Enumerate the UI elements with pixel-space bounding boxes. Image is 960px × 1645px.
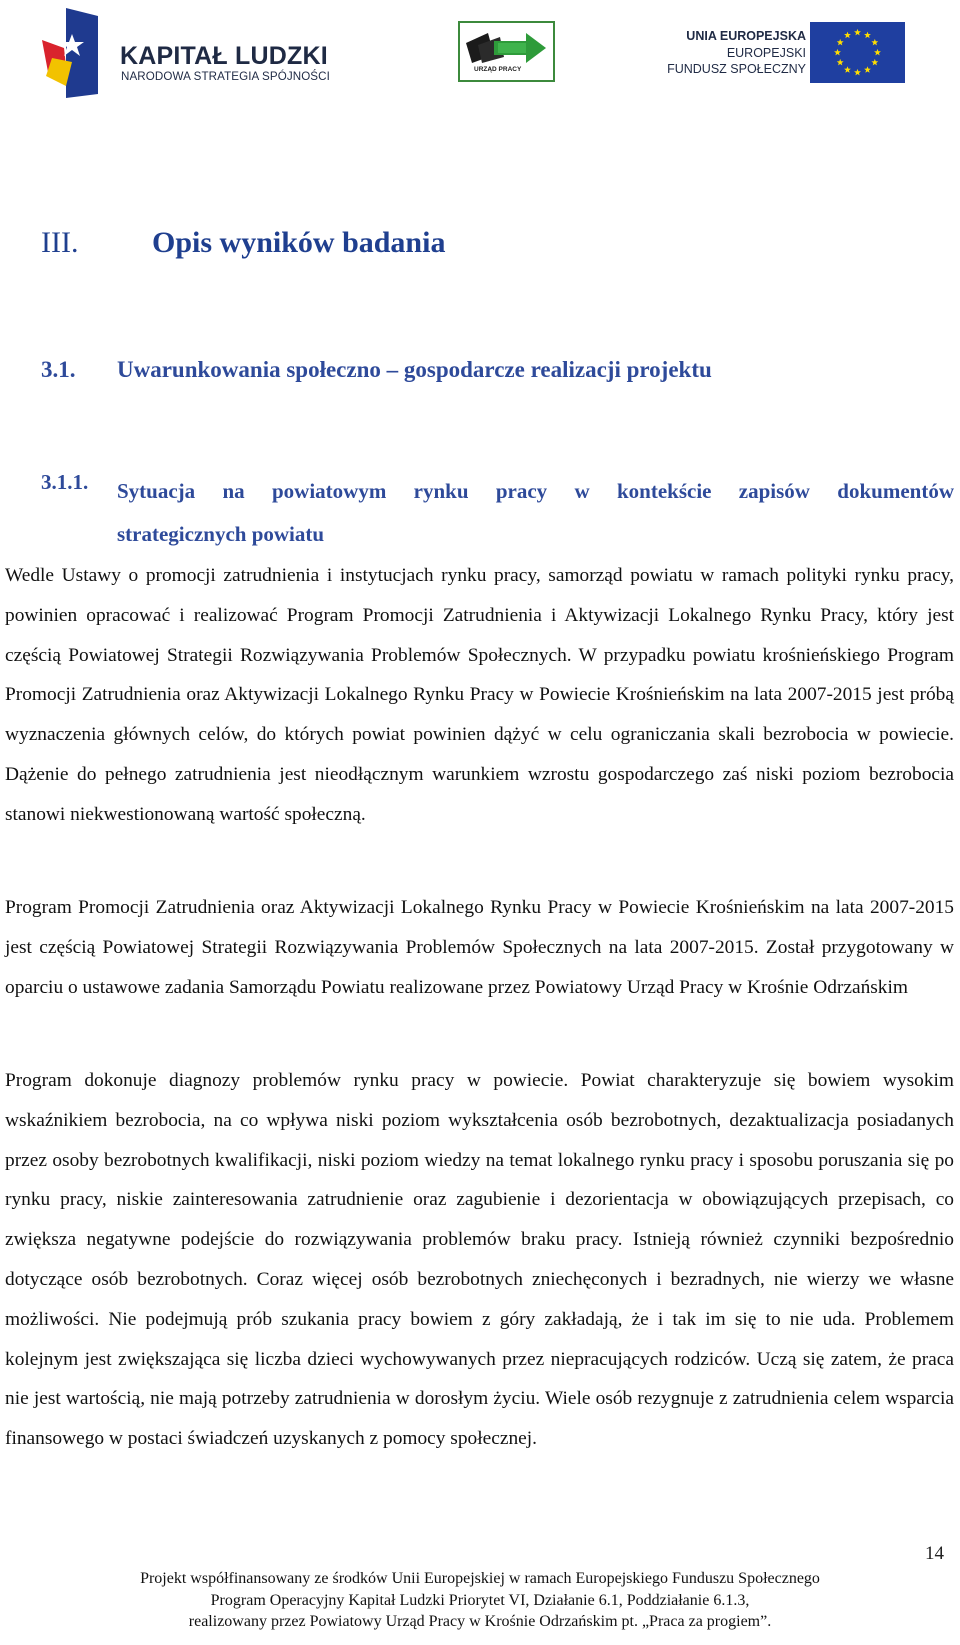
subsection-number: 3.1. xyxy=(41,357,76,382)
urzad-pracy-arrow-icon xyxy=(464,29,549,65)
page-number: 14 xyxy=(925,1543,944,1564)
subsubsection-title-line-1: Sytuacja na powiatowym rynku pracy w kontekście zapisów dokumentów xyxy=(117,479,954,503)
body-paragraph-1: Wedle Ustawy o promocji zatrudnienia i instytucjach rynku pracy, samorząd powiatu w ramach polityki rynku pracy, powinien opracować i realizować Program Promocji Zatrudnienia i Aktywizacji Lokalnego Rynku Pracy, który jest częścią Powiatowej Strategii Rozwiązywania Problemów Społecznych. W przypadku powiatu krośnieńskiego Program Promocji Zatrudnienia oraz Aktywizacji Lokalnego Rynku Pracy w Powiecie Krośnieńskim na lata 2007-2015 jest próbą wyznaczenia głównych celów, do których powiat powinien dążyć w celu ograniczania skali bezrobocia w powiecie. Dążenie do pełnego zatrudnienia jest nieodłącznym warunkiem wzrostu gospodarczego zaś niski poziom bezrobocia stanowi niekwestionowaną wartość społeczną. xyxy=(5,565,954,825)
eu-logo xyxy=(660,20,910,86)
urzad-pracy-logo xyxy=(458,21,555,82)
urzad-pracy-label: URZĄD PRACY xyxy=(474,66,522,73)
section-number: III. xyxy=(41,226,79,259)
eu-line-1: UNIA EUROPEJSKA xyxy=(686,29,806,43)
body-paragraph-3: Program dokonuje diagnozy problemów rynku pracy w powiecie. Powiat charakteryzuje się bowiem wysokim wskaźnikiem bezrobocia, na co wpływa niski poziom wykształcenia osób bezrobotnych, dezaktualizacja posiadanych przez osoby bezrobotnych kwalifikacji, niski poziom wiedzy na temat lokalnego rynku pracy i sposobu poruszania się po rynku pracy, niskie zainteresowania zatrudnienie oraz zagubienie i dezorientacja w obowiązujących przepisach, co zwiększa negatywne podejście do rozwiązywania problemów braku pracy. Istnieją również czynniki bezpośrednio dotyczące osób bezrobotnych. Coraz więcej osób bezrobotnych zniechęconych i bezradnych, nie wierzy we własne możliwości. Nie podejmują prób szukania pracy bowiem z góry zakładają, że i tak im się to nie uda. Problemem kolejnym jest zwiększająca się liczba dzieci wychowywanych przez niepracujących rodziców. Uczą się zatem, że praca nie jest wartością, nie mają potrzeby zatrudnienia w dorosłym życiu. Wiele osób rezygnuje z zatrudnienia celem wsparcia finansowego w postaci świadczeń uzyskanych z pomocy społecznej. xyxy=(5,1070,954,1450)
kapital-ludzki-logo xyxy=(42,6,352,98)
kapital-ludzki-emblem-icon xyxy=(42,6,106,98)
subsection-title: Uwarunkowania społeczno – gospodarcze realizacji projektu xyxy=(117,357,712,382)
page-header xyxy=(0,0,960,100)
footer-line-1: Projekt współfinansowany ze środków Unii Europejskiej w ramach Europejskiego Funduszu Społecznego xyxy=(140,1570,820,1587)
body-paragraph-2: Program Promocji Zatrudnienia oraz Aktywizacji Lokalnego Rynku Pracy w Powiecie Krośnieńskim na lata 2007-2015 jest częścią Powiatowej Strategii Rozwiązywania Problemów Społecznych na lata 2007-2015. Został przygotowany w oparciu o ustawowe zadania Samorządu Powiatu realizowane przez Powiatowy Urząd Pracy w Krośnie Odrzańskim xyxy=(5,897,954,998)
subsubsection-title-line-2: strategicznych powiatu xyxy=(117,522,325,546)
page-footer xyxy=(0,1568,960,1633)
subsubsection-number: 3.1.1. xyxy=(41,470,89,494)
eu-line-3: FUNDUSZ SPOŁECZNY xyxy=(667,62,806,76)
kapital-ludzki-subtitle: NARODOWA STRATEGIA SPÓJNOŚCI xyxy=(121,70,330,83)
footer-line-2: Program Operacyjny Kapitał Ludzki Priorytet VI, Działanie 6.1, Poddziałanie 6.1.3, xyxy=(210,1591,750,1609)
footer-line-3: realizowany przez Powiatowy Urząd Pracy w Krośnie Odrzańskim pt. „Praca za progiem”. xyxy=(188,1613,772,1630)
kapital-ludzki-title: KAPITAŁ LUDZKI xyxy=(120,42,328,70)
eu-flag-icon xyxy=(810,22,905,83)
subsubsection-title xyxy=(117,470,954,556)
eu-line-2: EUROPEJSKI xyxy=(726,46,806,60)
section-title: Opis wyników badania xyxy=(152,226,446,259)
